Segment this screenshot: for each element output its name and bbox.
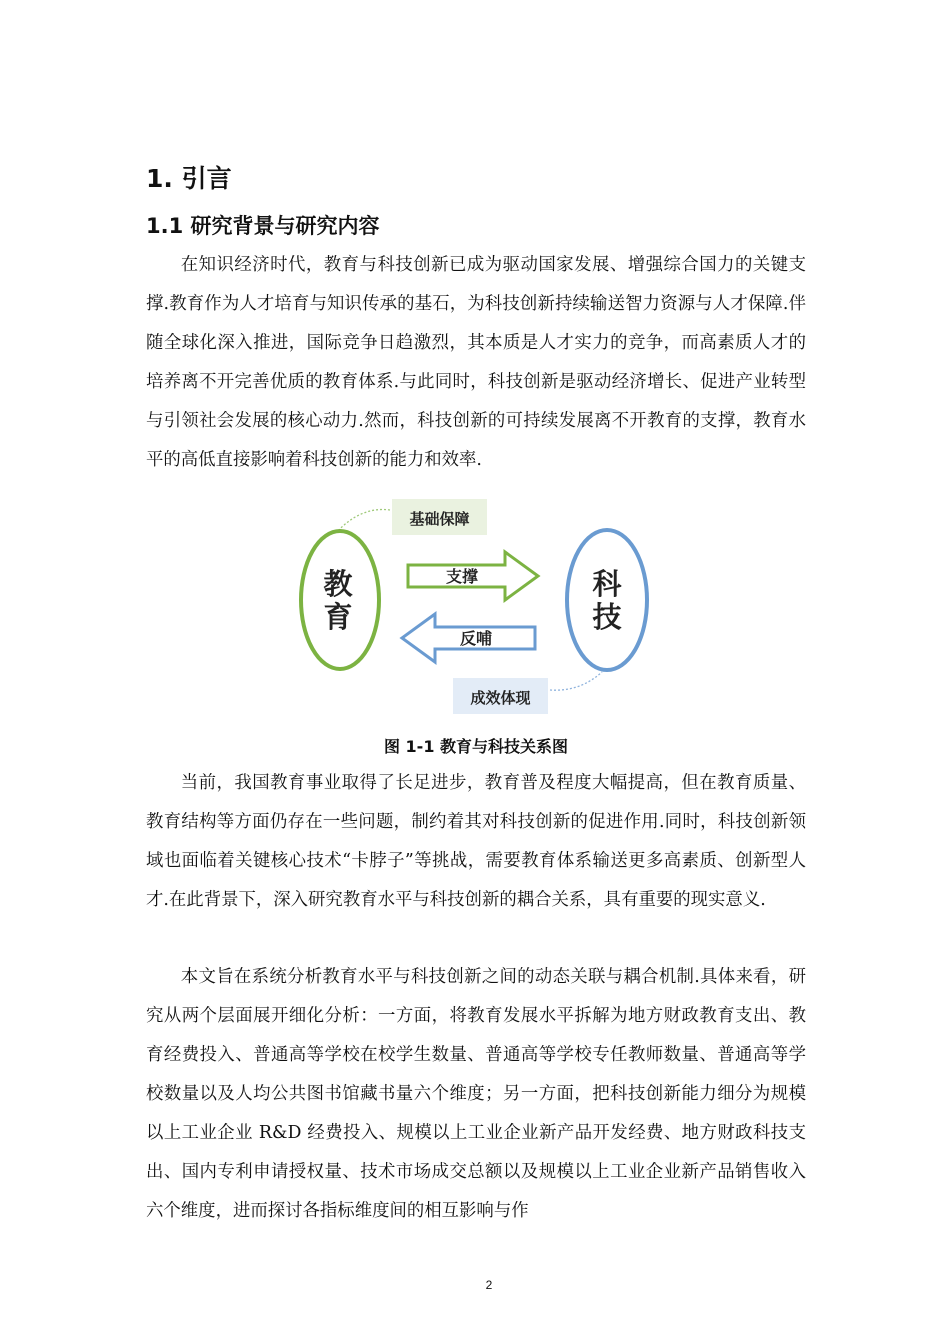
body-paragraph: 当前，我国教育事业取得了长足进步，教育普及程度大幅提高，但在教育质量、教育结构等方面仍存在一些问题，制约着其对科技创新的促进作用.同时，科技创新领域也面临着关键核心技术“卡脖子”等挑战，需要教育体系输送更多高素质、创新型人才.在此背景下，深入研究教育水平与科技创新的耦合关系，具有重要的现实意义. bbox=[146, 773, 806, 910]
relationship-diagram bbox=[290, 492, 670, 722]
technology-char-1: 科 bbox=[592, 567, 622, 601]
body-paragraph: 在知识经济时代，教育与科技创新已成为驱动国家发展、增强综合国力的关键支撑.教育作为人才培育与知识传承的基石，为科技创新持续输送智力资源与人才保障.伴随全球化深入推进，国际竞争日趋激烈，其本质是人才实力的竞争，而高素质人才的培养离不开完善优质的教育体系.与此同时，科技创新是驱动经济增长、促进产业转型与引领社会发展的核心动力.然而，科技创新的可持续发展离不开教育的支撑，教育水平的高低直接影响着科技创新的能力和效率. bbox=[146, 255, 806, 470]
education-char-1: 教 bbox=[323, 567, 353, 601]
technology-char-2: 技 bbox=[592, 600, 622, 634]
body-paragraph: 本文旨在系统分析教育水平与科技创新之间的动态关联与耦合机制.具体来看，研究从两个层面展开细化分析：一方面，将教育发展水平拆解为地方财政教育支出、教育经费投入、普通高等学校在校学生数量、普通高等学校专任教师数量、普通高等学校数量以及人均公共图书馆藏书量六个维度；另一方面，把科技创新能力细分为规模以上工业企业 R&D 经费投入、规模以上工业企业新产品开发经费、地方财政科技支出、国内专利申请授权量、技术市场成交总额以及规模以上工业企业新产品销售收入六个维度，进而探讨各指标维度间的相互影响与作 bbox=[146, 967, 806, 1221]
top-box-label: 基础保障 bbox=[409, 510, 470, 528]
subsection-heading: 1.1 研究背景与研究内容 bbox=[146, 214, 380, 238]
section-heading: 1. 引言 bbox=[146, 164, 232, 193]
page-number: 2 bbox=[485, 1278, 493, 1292]
bottom-box-label: 成效体现 bbox=[470, 689, 531, 707]
education-char-2: 育 bbox=[323, 600, 353, 634]
relationship-figure bbox=[290, 492, 670, 722]
feedback-arrow-label: 反哺 bbox=[459, 629, 493, 648]
figure-caption: 图 1-1 教育与科技关系图 bbox=[383, 737, 569, 756]
bottom-connector bbox=[550, 672, 602, 690]
support-arrow-label: 支撑 bbox=[445, 567, 479, 586]
